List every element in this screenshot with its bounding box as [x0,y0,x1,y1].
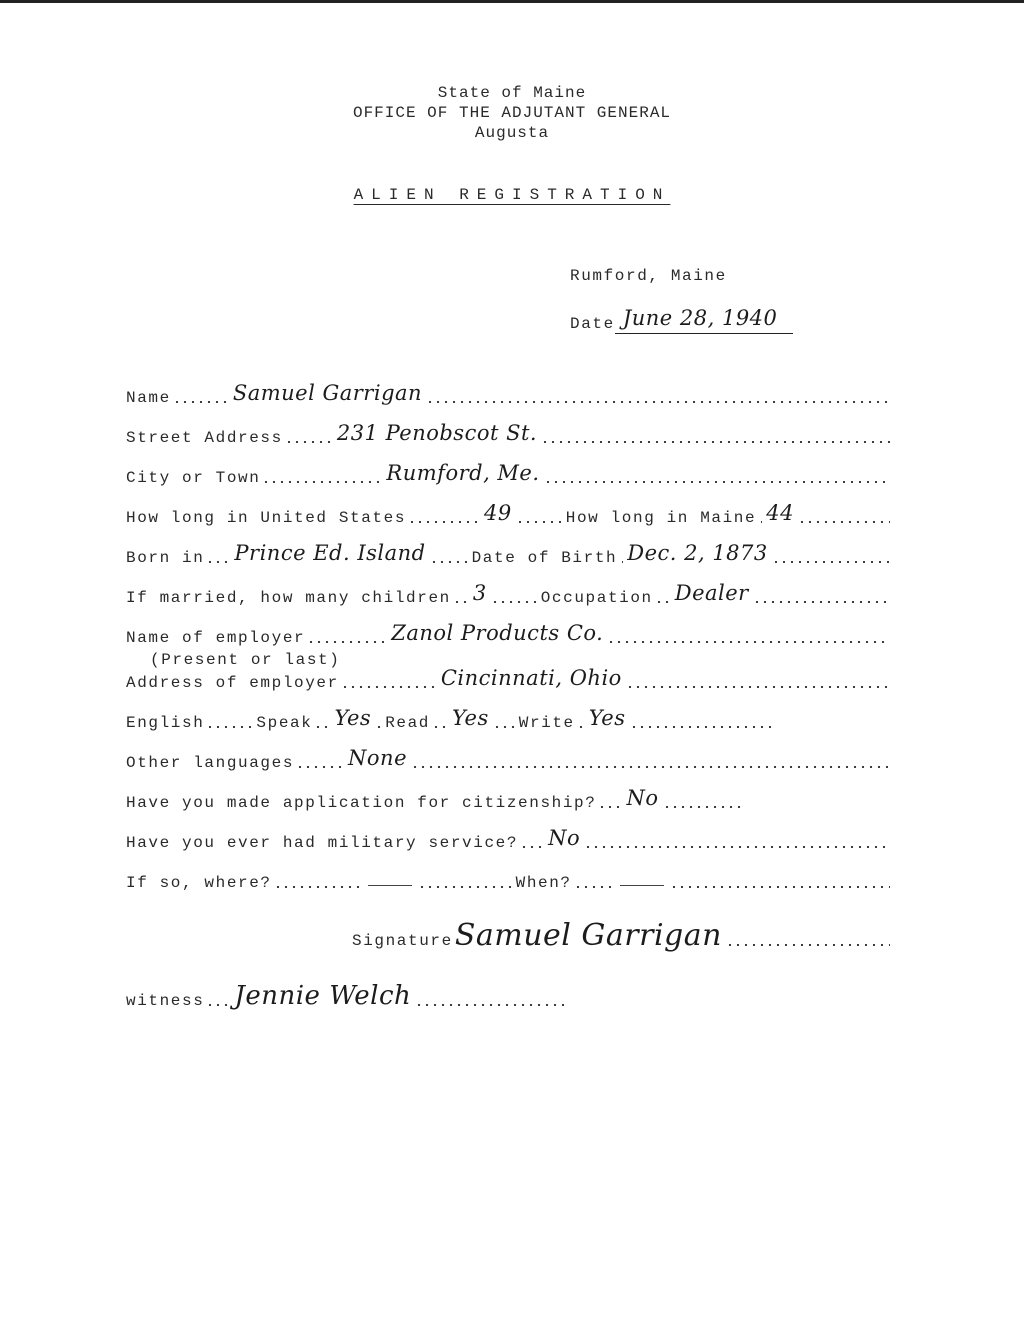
service-location-row [126,870,892,892]
other-languages-row [126,746,892,772]
employer-address-label: Address of employer [126,674,339,692]
city-value: Rumford, Me. [386,461,540,485]
header-city: Augusta [474,124,550,142]
occupation-label: Occupation [540,589,653,607]
employer-sublabel: (Present or last) [150,651,341,669]
employer-address-value: Cincinnati, Ohio [440,666,622,690]
when-dash [620,885,664,886]
dob-label: Date of Birth [471,549,618,567]
witness-value: Jennie Welch [234,981,412,1011]
maine-years-label: How long in Maine [565,509,757,527]
military-value: No [548,826,581,850]
witness-label: witness [126,992,205,1010]
write-value: Yes [588,706,626,730]
name-label: Name [126,389,171,407]
read-value: Yes [452,706,489,730]
signature-value: Samuel Garrigan [454,918,722,953]
speak-value: Yes [334,706,372,730]
where-dash [368,885,412,886]
citizenship-row [126,786,746,812]
date-value: June 28, 1940 [622,306,778,330]
speak-label: Speak [256,714,313,732]
citizenship-label: Have you made application for citizenship? [126,794,597,812]
read-label: Read [385,714,430,732]
write-label: Write [518,714,575,732]
dob-value: Dec. 2, 1873 [627,541,768,565]
employer-label: Name of employer [126,629,306,647]
other-languages-value: None [348,746,408,770]
where-label: If so, where? [126,874,272,892]
children-value: 3 [472,581,487,605]
header-state: State of Maine [437,84,587,102]
page-top-edge [0,0,1024,3]
other-languages-label: Other languages [126,754,295,772]
signature-row [352,918,892,953]
street-value: 231 Penobscot St. [336,421,538,445]
witness-row [126,981,566,1011]
name-row [126,381,892,407]
city-row [126,461,892,487]
employer-value: Zanol Products Co. [391,621,604,645]
employer-address-row [126,666,892,692]
signature-label: Signature [352,932,453,950]
birth-row [126,541,892,567]
maine-years-value: 44 [766,501,794,525]
us-years-value: 49 [484,501,512,525]
when-label: When? [515,874,572,892]
form-title: ALIEN REGISTRATION [353,186,671,204]
employer-row [126,621,892,647]
date-row [570,306,793,334]
name-value: Samuel Garrigan [232,381,423,405]
born-in-label: Born in [126,549,205,567]
us-years-label: How long in United States [126,509,407,527]
street-label: Street Address [126,429,283,447]
children-row [126,581,892,607]
place-line: Rumford, Maine [570,267,727,285]
residency-row [126,501,892,527]
english-row [126,706,776,732]
city-label: City or Town [126,469,261,487]
citizenship-value: No [626,786,659,810]
military-label: Have you ever had military service? [126,834,519,852]
header-office: OFFICE OF THE ADJUTANT GENERAL [352,104,672,122]
street-row [126,421,892,447]
born-in-value: Prince Ed. Island [234,541,426,565]
children-label: If married, how many children [126,589,451,607]
date-label: Date [570,315,615,333]
occupation-value: Dealer [674,581,749,605]
military-row [126,826,892,852]
english-label: English [126,714,205,732]
